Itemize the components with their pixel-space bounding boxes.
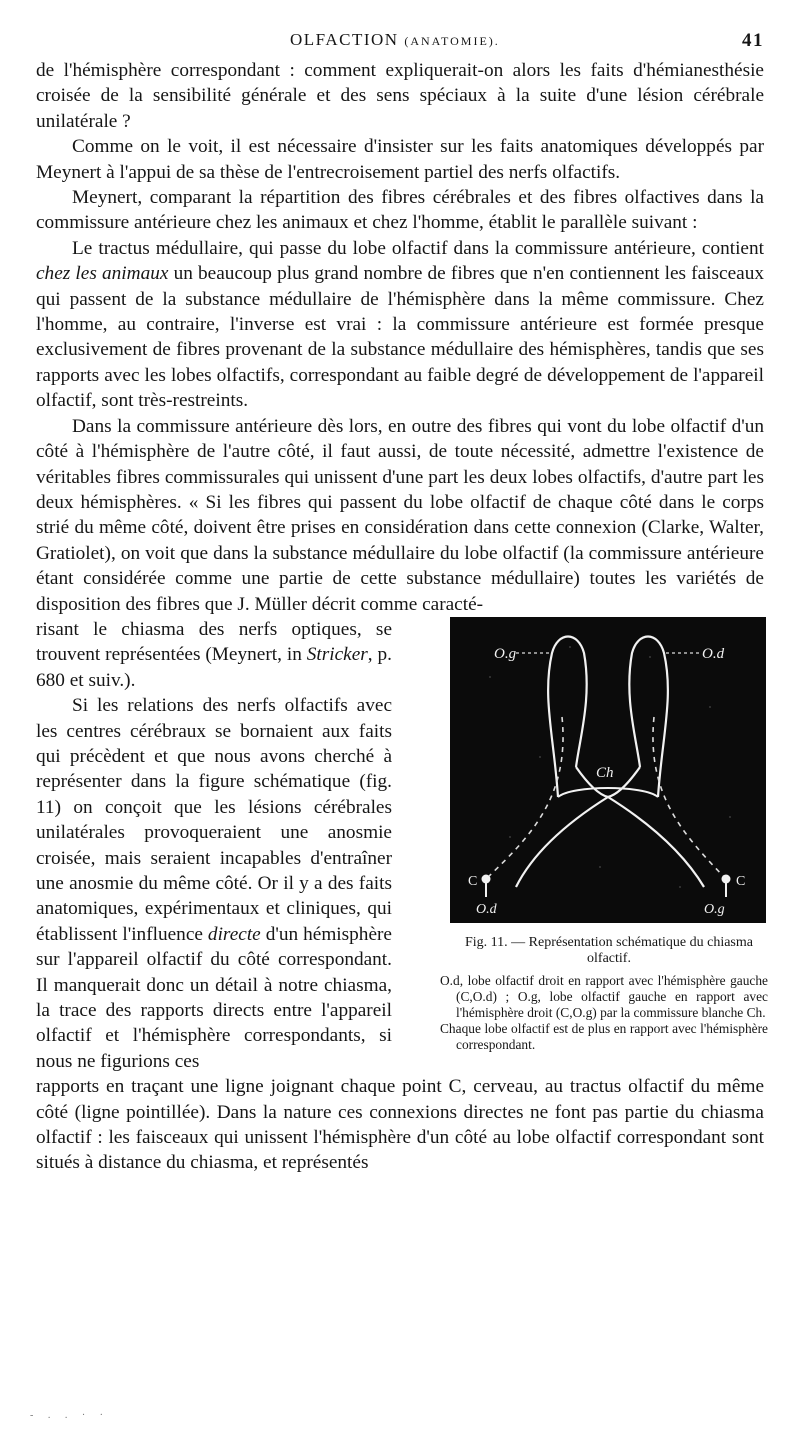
footer-marks: - . . · · bbox=[30, 1410, 109, 1421]
paragraph-2: Comme on le voit, il est nécessaire d'insister sur les faits anatomiques développés par Meynert à l'appui de sa thèse de l'entrecroisement partiel des nerfs olfactifs. bbox=[36, 136, 764, 183]
label-c-right: C bbox=[736, 873, 746, 889]
paragraph-4-a: Le tractus médullaire, qui passe du lobe olfactif dans la commissure antérieure, contient bbox=[72, 237, 764, 259]
header-title-paren: (ANATOMIE). bbox=[404, 34, 500, 48]
paragraph-4 bbox=[36, 236, 764, 414]
paragraph-5-cont-b: , p. 680 et suiv.). bbox=[36, 644, 392, 691]
label-ch: Ch bbox=[596, 764, 614, 781]
chiasma-diagram bbox=[450, 617, 766, 923]
figure-caption-title: Fig. 11. — Représentation schématique du chiasma olfactif. bbox=[465, 934, 753, 966]
figure-11 bbox=[436, 617, 768, 1053]
figure-caption-line-1: O.d, lobe olfactif droit en rapport avec l'hémisphère gauche (C,O.d) ; O.g, lobe olfactif gauche en rapport avec l'hémisphère droit (C,O.g) par la commissure blanche Ch. bbox=[440, 972, 768, 1020]
label-c-left: C bbox=[468, 873, 478, 889]
label-og-bottom: O.g bbox=[704, 901, 725, 917]
page-number: 41 bbox=[742, 30, 764, 51]
paragraph-6-emphasis: directe bbox=[207, 923, 261, 945]
paragraph-6-b: d'un hémisphère sur l'appareil olfactif du côté correspondant. Il manquerait donc un détail à notre chiasma, la trace des rapports directs entre l'appareil olfactif et l'hémisphère correspondants, si nous ne figurions ces bbox=[36, 923, 392, 1072]
paragraph-6 bbox=[36, 693, 392, 1074]
paragraph-4-emphasis: chez les animaux bbox=[36, 263, 169, 285]
paragraph-6-a: Si les relations des nerfs olfactifs avec les centres cérébraux se bornaient aux faits qui précèdent et que nous avons cherché à représenter dans la figure schématique (fig. 11) on conçoit que les lésions cérébrales unilatérales provoqueraient une anosmie croisée, mais seraient incapables d'entraîner une anosmie du même côté. Or il y a des faits anatomiques, expérimentaux et cliniques, qui établissent l'influence bbox=[36, 695, 392, 945]
paragraph-5-cont-emphasis: Stricker bbox=[306, 644, 368, 666]
paragraph-5-cont-a: risant le chiasma des nerfs optiques, se trouvent représentées (Meynert, in bbox=[36, 618, 392, 666]
left-column bbox=[36, 617, 392, 1074]
figure-caption-line-2: Chaque lobe olfactif est de plus en rapport avec l'hémisphère correspondant. bbox=[440, 1020, 768, 1052]
left-crossing-tract bbox=[576, 764, 704, 887]
text-body bbox=[36, 58, 768, 1176]
label-og-top: O.g bbox=[494, 645, 517, 662]
header-title bbox=[290, 30, 500, 50]
right-crossing-tract bbox=[516, 764, 640, 887]
running-header bbox=[0, 30, 800, 54]
paragraph-4-b: un beaucoup plus grand nombre de fibres que n'en contiennent les faisceaux qui passent de la substance médullaire de l'hémisphère dans la même commissure. Chez l'homme, au contraire, l'inverse est vrai : la commissure antérieure est formée presque exclusivement de fibres provenant de la substance médullaire des hémisphères, tandis que ses rapports avec les lobes olfactifs, correspondant au faible degré de développement de l'appareil olfactif, sont très-restreints. bbox=[36, 263, 764, 412]
paragraph-5: Dans la commissure antérieure dès lors, en outre des fibres qui vont du lobe olfactif d'un côté à l'hémisphère de l'autre côté, il faut aussi, de toute nécessité, admettre l'existence de véritables fibres commissurales qui unissent d'une part les deux lobes olfactifs, d'autre part les deux hémisphères. « Si les fibres qui passent du lobe olfactif de chaque côté dans le corps strié du même côté, doivent être prises en considération dans cette connexion (Clarke, Walter, Gratiolet), on voit que dans la substance médullaire du lobe olfactif (la commissure antérieure étant considérée comme une partie de cette substance médullaire) toutes les variétés de disposition des fibres que J. Müller décrit comme caracté- bbox=[36, 415, 764, 615]
header-title-main: OLFACTION bbox=[290, 30, 399, 49]
figure-wrap-section bbox=[36, 617, 768, 1074]
label-od-bottom: O.d bbox=[476, 901, 497, 917]
paragraph-7: rapports en traçant une ligne joignant chaque point C, cerveau, au tractus olfactif du même côté (ligne pointillée). Dans la nature ces connexions directes ne font pas partie du chiasma olfactif : les faisceaux qui unissent l'hémisphère d'un côté au lobe olfactif correspondant sont situés à distance du chiasma, et représentés bbox=[36, 1076, 764, 1174]
commissure-arc bbox=[558, 788, 658, 797]
label-od-top: O.d bbox=[702, 645, 725, 662]
paragraph-5-continued bbox=[36, 617, 392, 693]
paragraph-1: de l'hémisphère correspondant : comment expliquerait-on alors les faits d'hémianesthésie croisée de la sensibilité générale et des sens spéciaux à la suite d'une lésion cérébrale unilatérale ? bbox=[36, 60, 764, 132]
figure-diagram bbox=[450, 617, 766, 923]
paragraph-3: Meynert, comparant la répartition des fibres cérébrales et des fibres olfactives dans la commissure antérieure chez les animaux et chez l'homme, établit le parallèle suivant : bbox=[36, 187, 764, 234]
